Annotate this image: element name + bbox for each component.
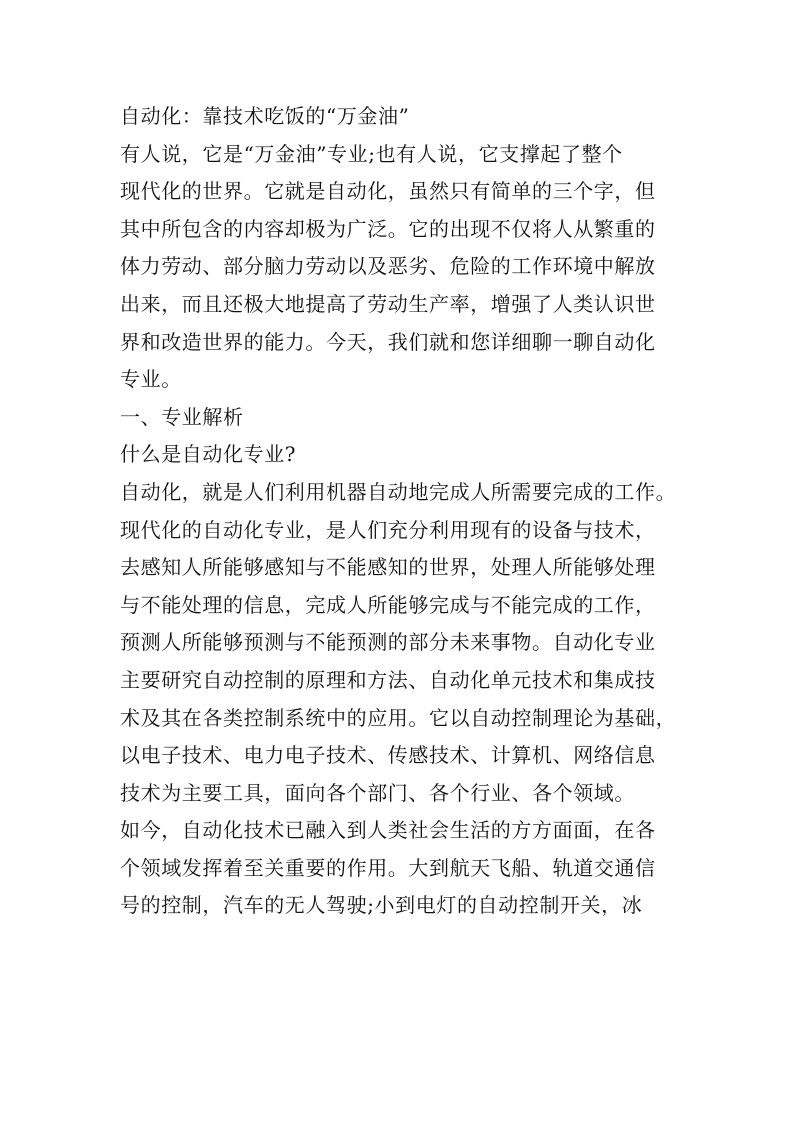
text-line: 专业。 — [120, 367, 182, 392]
text-line: 如今，自动化技术已融入到人类社会生活的方方面面，在各 — [120, 818, 656, 843]
text-line: 自动化，就是人们利用机器自动地完成人所需要完成的工作。 — [120, 479, 677, 504]
text-line: 与不能处理的信息，完成人所能够完成与不能完成的工作， — [120, 592, 656, 617]
text-line: 去感知人所能够感知与不能感知的世界，处理人所能够处理 — [120, 555, 656, 580]
text-line: 其中所包含的内容却极为广泛。它的出现不仅将人从繁重的 — [120, 216, 656, 241]
document-body — [120, 98, 720, 925]
text-line: 有人说，它是“万金油”专业;也有人说，它支撑起了整个 — [120, 141, 623, 166]
document-title: 自动化：靠技术吃饭的“万金油” — [120, 104, 410, 128]
text-line: 以电子技术、电力电子技术、传感技术、计算机、网络信息 — [120, 743, 656, 768]
subsection-heading: 什么是自动化专业? — [120, 442, 297, 467]
text-line: 术及其在各类控制系统中的应用。它以自动控制理论为基础， — [120, 705, 677, 730]
text-line: 现代化的自动化专业，是人们充分利用现有的设备与技术， — [120, 517, 656, 542]
text-line: 界和改造世界的能力。今天，我们就和您详细聊一聊自动化 — [120, 329, 656, 354]
section-heading: 一、专业解析 — [120, 404, 244, 429]
text-line: 个领域发挥着至关重要的作用。大到航天飞船、轨道交通信 — [120, 855, 656, 880]
text-line: 体力劳动、部分脑力劳动以及恶劣、危险的工作环境中解放 — [120, 254, 656, 279]
text-line: 技术为主要工具，面向各个部门、各个行业、各个领域。 — [120, 780, 635, 805]
text-line: 现代化的世界。它就是自动化，虽然只有简单的三个字，但 — [120, 179, 656, 204]
text-line: 主要研究自动控制的原理和方法、自动化单元技术和集成技 — [120, 667, 656, 692]
text-line: 号的控制，汽车的无人驾驶;小到电灯的自动控制开关，冰 — [120, 893, 643, 918]
text-line: 预测人所能够预测与不能预测的部分未来事物。自动化专业 — [120, 630, 656, 655]
text-line: 出来，而且还极大地提高了劳动生产率，增强了人类认识世 — [120, 291, 656, 316]
